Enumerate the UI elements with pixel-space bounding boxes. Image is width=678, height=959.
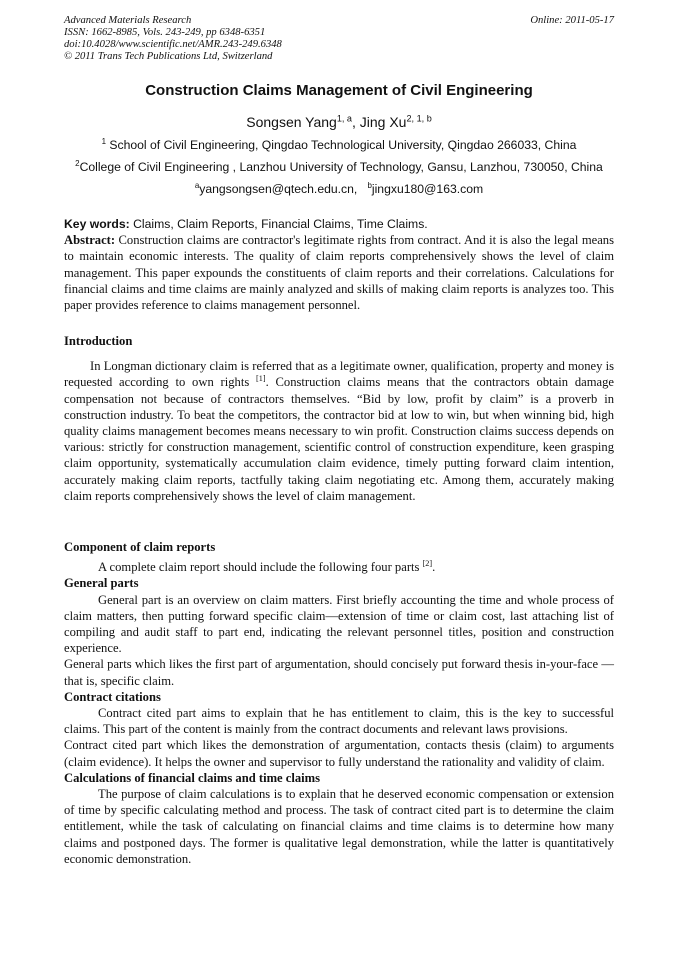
paragraph bbox=[64, 358, 614, 504]
keywords-label: Key words: bbox=[64, 217, 130, 231]
section-heading: Component of claim reports bbox=[64, 540, 216, 554]
citation: [1] bbox=[256, 374, 266, 384]
affiliation-1 bbox=[0, 138, 678, 152]
abstract-label: Abstract: bbox=[64, 233, 116, 248]
citation: [2] bbox=[422, 559, 433, 569]
issn: ISSN: 1662-8985, Vols. 243-249, pp 6348-6351 bbox=[64, 27, 266, 38]
email-2: jingxu180@163.com bbox=[371, 182, 484, 196]
paragraph: General parts which likes the first part of argumentation, should concisely put forward thesis in-your-face — that is, specific claim. bbox=[64, 657, 614, 688]
affil-text: College of Civil Engineering , Lanzhou University of Technology, Gansu, Lanzhou, 730050, China bbox=[79, 160, 603, 174]
text: In Longman dictionary claim is referred that as a legitimate owner, qualification, property and money is requested according to own rights bbox=[64, 359, 614, 390]
email-mark: b bbox=[367, 180, 372, 190]
author-2-affil: 2, 1, b bbox=[406, 113, 432, 124]
subsection-heading: Contract citations bbox=[64, 689, 161, 704]
journal-name: Advanced Materials Research bbox=[64, 15, 192, 26]
affiliation-2 bbox=[0, 160, 678, 174]
email-mark: a bbox=[194, 180, 200, 190]
subsection-heading: General parts bbox=[64, 576, 139, 591]
authors bbox=[0, 114, 678, 130]
keywords-text: Claims, Claim Reports, Financial Claims, Time Claims. bbox=[129, 217, 428, 231]
paragraph: The purpose of claim calculations is to explain that he deserved economic compensation or extension of time by specific calculating method and process. The task of contract cited part is to determine the claim entitlement, while the task of calculating on financial claims and time claims is to determine how many claims and postponed days. The former is qualitative legal demonstration, while the latter is quantitatively economic demonstration. bbox=[64, 787, 614, 866]
author-1-affil: 1, a bbox=[336, 113, 352, 124]
keywords-abstract bbox=[64, 216, 614, 313]
emails bbox=[0, 182, 678, 196]
affil-mark: 2 bbox=[75, 158, 80, 168]
affil-mark: 1 bbox=[101, 136, 106, 146]
journal-header bbox=[64, 15, 282, 63]
abstract-text: Construction claims are contractor's legitimate rights from contract. And it is also the legal means to maintain economic interests. The quality of claim reports comprehensively shows the level of claim management. This paper expounds the constituents of claim reports and their correlations. Calculations for financial claims and time claims are mainly analyzed and skills of making claim reports is analyzes too. This paper provides reference to claims management personnel. bbox=[64, 233, 614, 313]
author-1: Songsen Yang bbox=[246, 114, 337, 130]
author-2: Jing Xu bbox=[359, 114, 407, 130]
doi: doi:10.4028/www.scientific.net/AMR.243-249.6348 bbox=[64, 39, 282, 50]
components-section bbox=[64, 539, 614, 867]
introduction-section bbox=[64, 333, 614, 504]
paragraph: Contract cited part which likes the demonstration of argumentation, contacts thesis (claim) to arguments (claim evidence). It helps the owner and supervisor to fully understand the rationality and validity of claim. bbox=[64, 738, 614, 769]
paragraph: Contract cited part aims to explain that he has entitlement to claim, this is the key to successful claims. This part of the content is mainly from the contract documents and relevant laws provisions. bbox=[64, 706, 614, 737]
copyright: © 2011 Trans Tech Publications Ltd, Switzerland bbox=[64, 51, 273, 62]
paragraph bbox=[64, 559, 614, 575]
subsection-heading: Calculations of financial claims and time claims bbox=[64, 770, 321, 785]
text: . Construction claims means that the contractors obtain damage compensation not because of contractors themselves. “Bid by low, profit by claim” is a proverb in construction industry. To beat the competitors, the contractor bid at low to win, but when winning bid, high quality claims management becomes means necessary to win profit. Construction claims success depends on various: strictly for construction management, scientific control of construction expenditure, keen grasping claim opportunity, systematically accumulation claim evidence, timely putting forward claim intention, accurately making claim reports, tactfully taking claim negotiating etc. Among them, accurately making claim reports comprehensively shows the level of claim management. bbox=[64, 375, 614, 503]
paper-title: Construction Claims Management of Civil Engineering bbox=[145, 82, 533, 99]
paragraph: General part is an overview on claim matters. First briefly accounting the time and whole process of claim matters, then putting forward specific claim—extension of time or claim cost, last attaching list of compiling and audit staff to part end, indicating the relevant personnel titles, position and construction experience. bbox=[64, 592, 614, 656]
author-separator: , bbox=[351, 114, 360, 130]
affil-text: School of Civil Engineering, Qingdao Technological University, Qingdao 266033, China bbox=[105, 138, 577, 152]
keywords bbox=[64, 216, 614, 232]
online-date: Online: 2011-05-17 bbox=[530, 15, 614, 26]
section-heading: Introduction bbox=[64, 334, 133, 348]
text: . bbox=[432, 560, 436, 575]
email-1: yangsongsen@qtech.edu.cn, bbox=[199, 182, 358, 196]
text: A complete claim report should include the following four parts bbox=[98, 560, 423, 575]
abstract bbox=[64, 232, 614, 313]
